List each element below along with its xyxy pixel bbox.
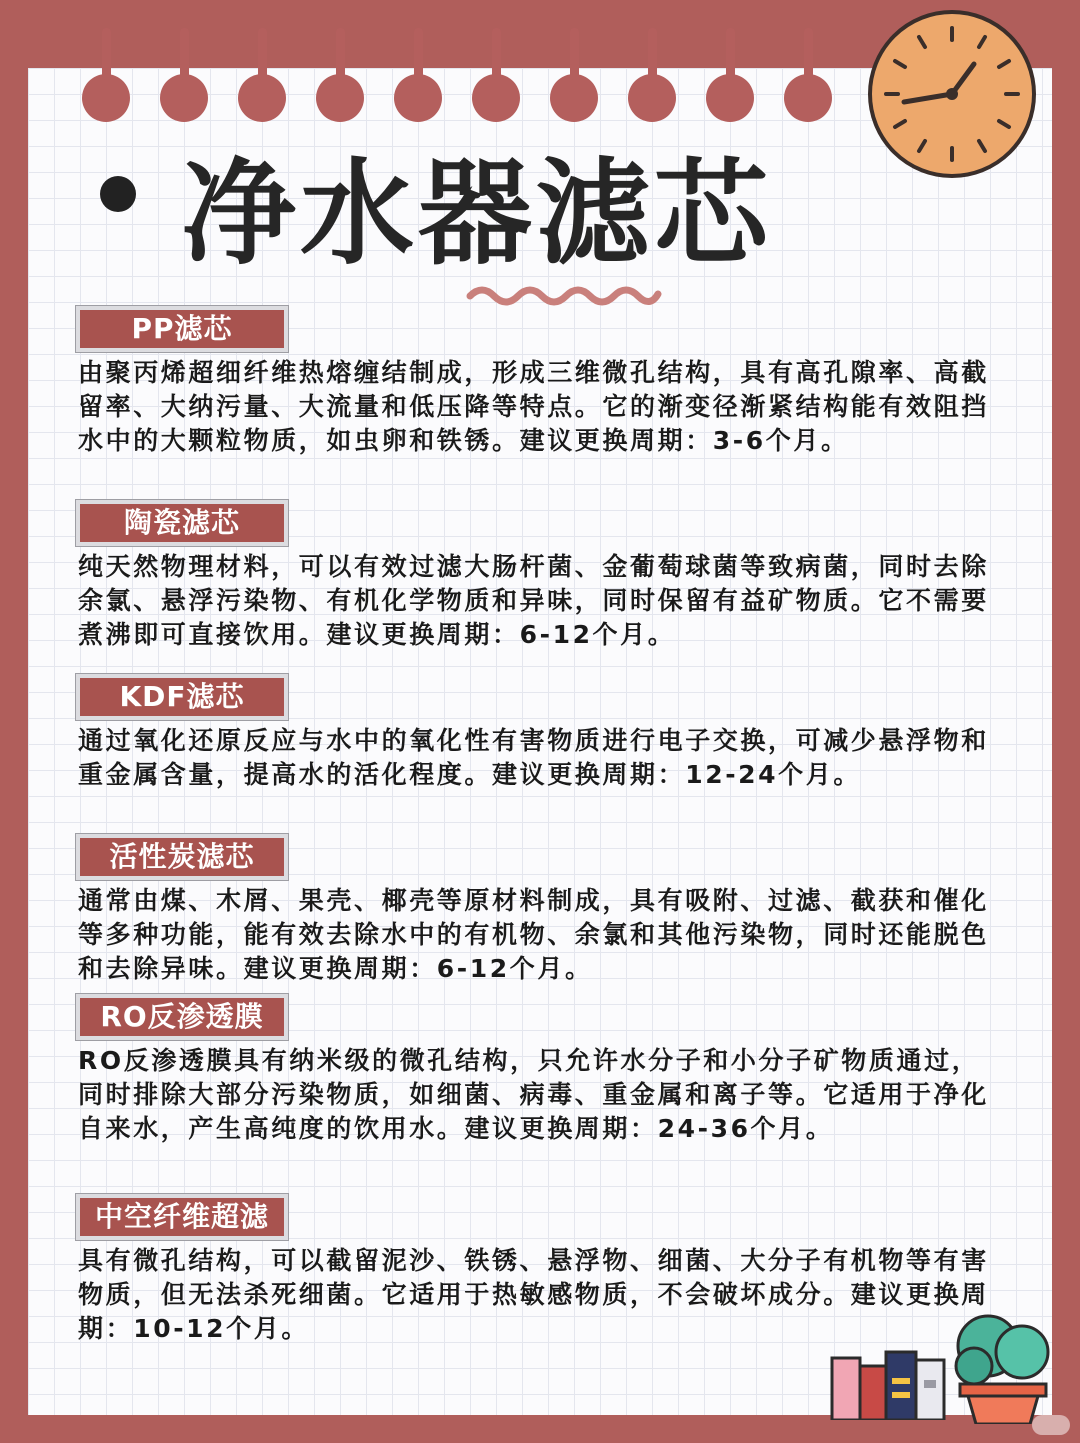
section-text: 通常由煤、木屑、果壳、椰壳等原材料制成，具有吸附、过滤、截获和催化等多种功能，能有效去除水中的有机物、余氯和其他污染物，同时还能脱色和去除异味。建议更换周期：6-12个月。 xyxy=(78,886,989,983)
section-label: RO反渗透膜 xyxy=(76,994,288,1040)
binder-ring xyxy=(550,74,598,122)
section-ro xyxy=(76,994,1006,1146)
binder-ring xyxy=(784,74,832,122)
clock-icon xyxy=(868,10,1036,178)
page-title: 净水器滤芯 xyxy=(182,147,773,280)
section-text: RO反渗透膜具有纳米级的微孔结构，只允许水分子和小分子矿物质通过，同时排除大部分污染物质，如细菌、病毒、重金属和离子等。它适用于净化自来水，产生高纯度的饮用水。建议更换周期：24-36个月。 xyxy=(78,1046,989,1143)
section-kdf xyxy=(76,674,1006,792)
books-icon xyxy=(830,1330,950,1420)
binder-ring xyxy=(82,74,130,122)
wave-decoration xyxy=(466,282,662,308)
binder-ring xyxy=(706,74,754,122)
section-label: 活性炭滤芯 xyxy=(76,834,288,880)
section-label: KDF滤芯 xyxy=(76,674,288,720)
section-ceramic xyxy=(76,500,1006,652)
section-ultrafiltration xyxy=(76,1194,1006,1346)
binder-ring xyxy=(238,74,286,122)
section-text: 由聚丙烯超细纤维热熔缠结制成，形成三维微孔结构，具有高孔隙率、高截留率、大纳污量、大流量和低压降等特点。它的渐变径渐紧结构能有效阻挡水中的大颗粒物质，如虫卵和铁锈。建议更换周期：3-6个月。 xyxy=(78,358,989,455)
section-text: 纯天然物理材料，可以有效过滤大肠杆菌、金葡萄球菌等致病菌，同时去除余氯、悬浮污染物、有机化学物质和异味，同时保留有益矿物质。它不需要煮沸即可直接饮用。建议更换周期：6-12个月。 xyxy=(78,552,989,649)
section-label: 陶瓷滤芯 xyxy=(76,500,288,546)
plant-icon xyxy=(948,1312,1058,1424)
section-pp xyxy=(76,306,1006,458)
title-bullet xyxy=(100,176,136,212)
binder-ring xyxy=(394,74,442,122)
section-label: 中空纤维超滤 xyxy=(76,1194,288,1240)
section-text: 具有微孔结构，可以截留泥沙、铁锈、悬浮物、细菌、大分子有机物等有害物质，但无法杀死细菌。它适用于热敏感物质，不会破坏成分。建议更换周期：10-12个月。 xyxy=(78,1246,989,1343)
section-activated-carbon xyxy=(76,834,1006,986)
binder-ring xyxy=(628,74,676,122)
binder-ring xyxy=(472,74,520,122)
section-label: PP滤芯 xyxy=(76,306,288,352)
binder-ring xyxy=(160,74,208,122)
section-text: 通过氧化还原反应与水中的氧化性有害物质进行电子交换，可减少悬浮物和重金属含量，提高水的活化程度。建议更换周期：12-24个月。 xyxy=(78,726,989,789)
binder-ring xyxy=(316,74,364,122)
watermark-badge xyxy=(1032,1415,1070,1435)
